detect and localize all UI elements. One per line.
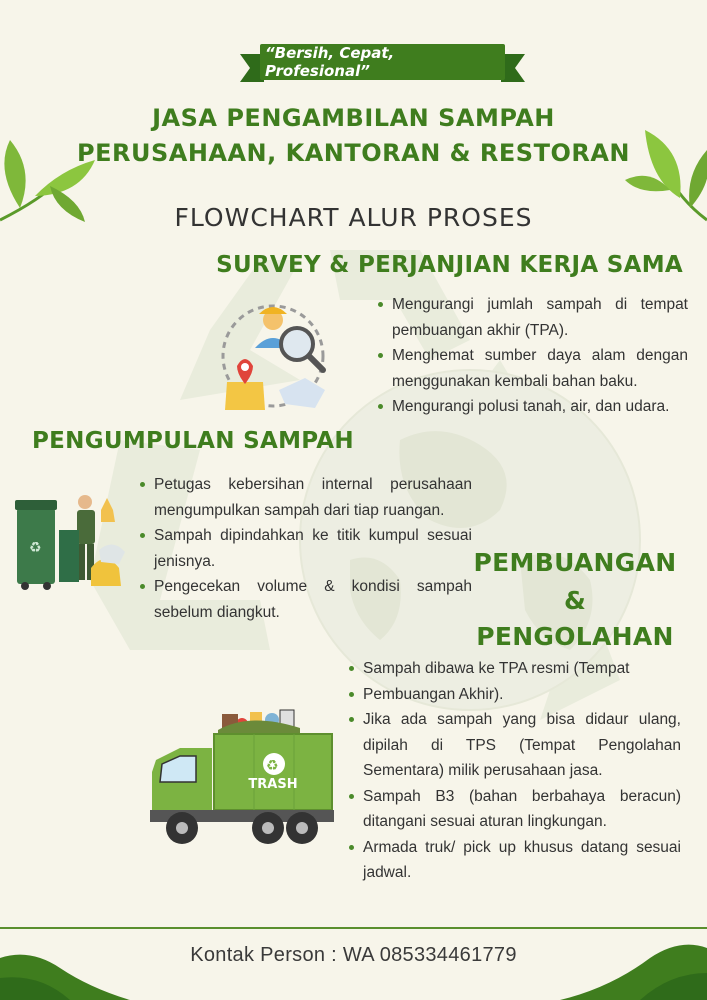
page-title-line1: JASA PENGAMBILAN SAMPAH (152, 104, 555, 132)
survey-points (372, 292, 688, 420)
flowchart-title: FLOWCHART ALUR PROSES (174, 203, 533, 232)
disposal-heading-line2: & (563, 586, 587, 615)
list-item: Sampah B3 (bahan berbahaya beracun) ditangani sesuai aturan lingkungan. (363, 784, 681, 835)
list-item: Mengurangi jumlah sampah di tempat pembuangan akhir (TPA). (392, 292, 688, 343)
list-item: Jika ada sampah yang bisa didaur ulang, dipilah di TPS (Tempat Pengolahan Sementara) milik perusahaan jasa. (363, 707, 681, 784)
tagline: “Bersih, Cepat, Profesional” (265, 44, 395, 80)
truck-label: TRASH (248, 777, 298, 792)
list-item: Petugas kebersihan internal perusahaan mengumpulkan sampah dari tiap ruangan. (154, 472, 472, 523)
worker-bins-icon (15, 490, 130, 590)
survey-illustration-icon (215, 300, 340, 420)
svg-text:♻: ♻ (266, 758, 279, 774)
collection-heading: PENGUMPULAN SAMPAH (32, 428, 354, 454)
svg-text:♻: ♻ (29, 540, 42, 556)
disposal-points (343, 656, 681, 886)
list-item: Armada truk/ pick up khusus datang sesuai jadwal. (363, 835, 681, 886)
list-item: Menghemat sumber daya alam dengan menggunakan kembali bahan baku. (392, 343, 688, 394)
disposal-heading-line3: PENGOLAHAN (476, 622, 674, 651)
collection-points (134, 472, 472, 625)
list-item: Sampah dibawa ke TPA resmi (Tempat (363, 656, 681, 682)
survey-heading: SURVEY & PERJANJIAN KERJA SAMA (216, 252, 683, 278)
list-item: Mengurangi polusi tanah, air, dan udara. (392, 394, 688, 420)
page-title-line2: PERUSAHAAN, KANTORAN & RESTORAN (77, 139, 630, 167)
contact-person: Kontak Person : WA 085334461779 (190, 944, 517, 966)
disposal-heading-line1: PEMBUANGAN (473, 548, 677, 577)
list-item: Pembuangan Akhir). (363, 682, 681, 708)
list-item: Pengecekan volume & kondisi sampah sebelum diangkut. (154, 574, 472, 625)
list-item: Sampah dipindahkan ke titik kumpul sesuai jenisnya. (154, 523, 472, 574)
